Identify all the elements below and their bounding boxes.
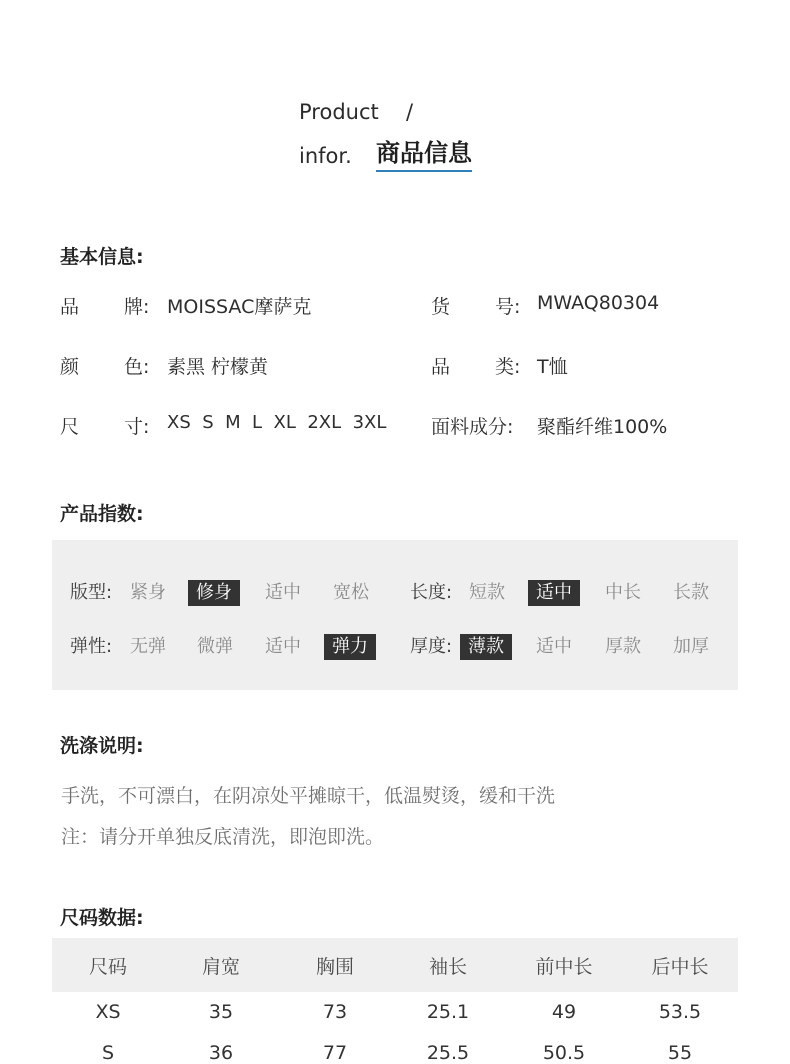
table-cell: 36 [208,1042,234,1064]
fit-option: 宽松 [333,582,369,603]
table-cell: 73 [322,1001,348,1023]
size-value: XS S M L XL 2XL 3XL [167,412,387,433]
header-en-product: Product [299,100,379,124]
color-value: 素黑 柠檬黄 [167,356,269,378]
brand-label-a: 品 [60,296,80,318]
table-cell: S [101,1042,115,1064]
category-label-b: 类: [495,356,521,378]
table-cell: 35 [208,1001,234,1023]
elasticity-option: 无弹 [130,636,166,657]
category-value: T恤 [537,356,568,378]
thickness-option: 厚款 [605,636,641,657]
table-header-cell: 后中长 [651,956,709,978]
table-header-cell: 肩宽 [201,956,240,978]
brand-label-b: 牌: [124,296,150,318]
table-cell: 55 [667,1042,693,1064]
wash-note: 注：请分开单独反底清洗，即泡即洗。 [61,826,385,848]
table-header-cell: 前中长 [535,956,593,978]
length-option: 长款 [673,582,709,603]
sku-label-a: 货 [431,296,451,318]
page-title: 商品信息 [376,137,472,172]
product-index-title: 产品指数: [60,503,144,525]
length-option-selected: 适中 [528,580,580,606]
header-en-infor: infor. [299,144,352,168]
brand-value: MOISSAC摩萨克 [167,296,312,318]
fabric-value: 聚酯纤维100% [537,416,668,438]
length-option: 短款 [469,582,505,603]
table-header-cell: 袖长 [428,956,467,978]
fit-option-selected: 修身 [188,580,240,606]
table-cell: XS [95,1001,121,1023]
thickness-option: 适中 [536,636,572,657]
length-option: 中长 [605,582,641,603]
table-cell: 77 [322,1042,348,1064]
size-data-title: 尺码数据: [60,907,144,929]
elasticity-label: 弹性: [70,636,113,657]
header-slash: / [406,100,414,124]
color-label-a: 颜 [60,356,80,378]
sku-value: MWAQ80304 [537,292,660,314]
category-label-a: 品 [431,356,451,378]
fit-option: 紧身 [130,582,166,603]
elasticity-option-selected: 弹力 [324,634,376,660]
thickness-option: 加厚 [673,636,709,657]
wash-line: 手洗，不可漂白，在阴凉处平摊晾干，低温熨烫，缓和干洗 [61,785,556,807]
basic-info-title: 基本信息: [60,246,144,268]
thickness-label: 厚度: [410,636,453,657]
elasticity-option: 适中 [265,636,301,657]
fabric-label: 面料成分: [431,416,514,438]
fit-option: 适中 [265,582,301,603]
thickness-option-selected: 薄款 [460,634,512,660]
table-header-cell: 胸围 [315,956,354,978]
table-cell: 25.1 [426,1001,470,1023]
wash-title: 洗涤说明: [60,735,144,757]
length-label: 长度: [410,582,453,603]
color-label-b: 色: [124,356,150,378]
size-label-a: 尺 [60,416,80,438]
fit-label: 版型: [70,582,113,603]
table-cell: 50.5 [542,1042,586,1064]
table-cell: 49 [551,1001,577,1023]
product-index-panel [52,540,738,690]
size-label-b: 寸: [124,416,150,438]
table-header-cell: 尺码 [88,956,127,978]
elasticity-option: 微弹 [197,636,233,657]
sku-label-b: 号: [495,296,521,318]
table-cell: 25.5 [426,1042,470,1064]
table-cell: 53.5 [658,1001,702,1023]
